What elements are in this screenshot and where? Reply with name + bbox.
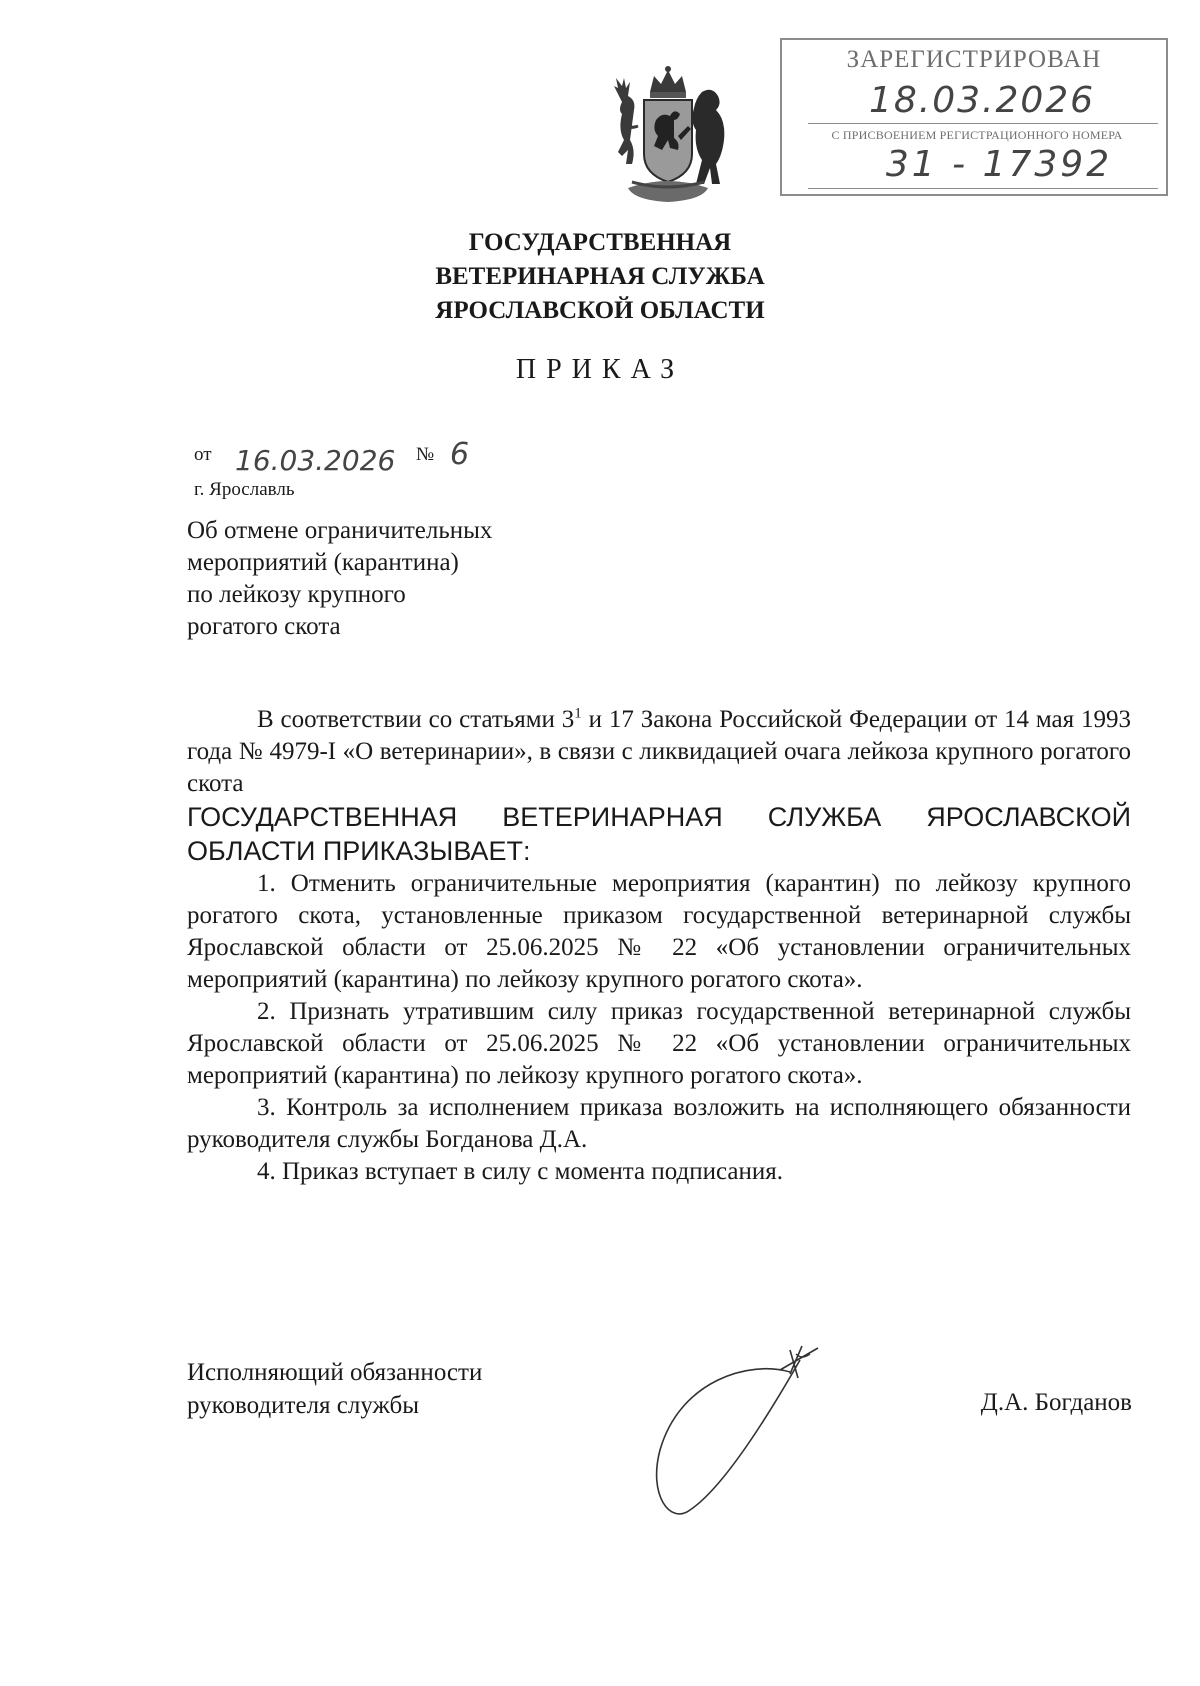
decree-statement: ГОСУДАРСТВЕННАЯ ВЕТЕРИНАРНАЯ СЛУЖБА ЯРОСЛАВСКОЙ ОБЛАСТИ ПРИКАЗЫВАЕТ: xyxy=(187,802,1131,866)
org-line-2: ВЕТЕРИНАРНАЯ СЛУЖБА xyxy=(435,263,765,290)
preamble xyxy=(187,704,1131,800)
registration-stamp xyxy=(780,38,1168,196)
stamp-subtitle: С ПРИСВОЕНИЕМ РЕГИСТРАЦИОННОГО НОМЕРА xyxy=(831,128,1123,142)
preamble-text: В соответствии со статьями 3 xyxy=(257,706,575,733)
stamp-divider xyxy=(808,188,1158,189)
preamble-text-cont: и 17 Закона Российской Федерации от 14 мая 1993 года № 4979-I «О ветеринарии», в связи с ликвидацией очага лейкоза крупного рогатого скота xyxy=(187,706,1131,797)
order-item-3: 3. Контроль за исполнением приказа возложить на исполняющего обязанности руководителя службы Богданова Д.А. xyxy=(187,1094,1131,1153)
svg-text:16.03.2026: 16.03.2026 xyxy=(235,444,396,475)
position-line-2: руководителя службы xyxy=(187,1392,420,1419)
subject-line: рогатого скота xyxy=(187,613,341,640)
document-subject xyxy=(187,515,492,643)
handwritten-date xyxy=(233,443,403,475)
order-item-2: 2. Признать утратившим силу приказ государственной ветеринарной службы Ярославской области от 25.06.2025 № 22 «Об установлении ограничительных мероприятий (карантина) по лейкозу крупного рогатого скота». xyxy=(187,998,1131,1089)
organization-name xyxy=(300,226,900,328)
position-line-1: Исполняющий обязанности xyxy=(187,1359,483,1386)
coat-of-arms-icon xyxy=(598,62,738,212)
signatory-position xyxy=(187,1356,482,1422)
subject-line: по лейкозу крупного xyxy=(187,581,406,608)
article-superscript: 1 xyxy=(574,705,582,722)
document-type: ПРИКАЗ xyxy=(515,354,685,385)
document-body xyxy=(187,704,1131,1188)
stamp-registration-number: 31 - 17392 xyxy=(885,144,1113,185)
handwritten-number: 6 xyxy=(450,437,470,472)
city: г. Ярославль xyxy=(194,479,295,500)
date-label: от xyxy=(194,444,212,465)
subject-line: мероприятий (карантина) xyxy=(187,549,459,576)
org-line-3: ЯРОСЛАВСКОЙ ОБЛАСТИ xyxy=(435,297,765,324)
signatory-name: Д.А. Богданов xyxy=(980,1389,1132,1416)
stamp-title: ЗАРЕГИСТРИРОВАН xyxy=(846,46,1102,73)
org-line-1: ГОСУДАРСТВЕННАЯ xyxy=(468,229,732,256)
stamp-divider xyxy=(808,123,1158,124)
order-item-1: 1. Отменить ограничительные мероприятия (карантин) по лейкозу крупного рогатого скота, установленные приказом государственной ветеринарной службы Ярославской области от 25.06.2025 № 22 «Об установлении ограничительных мероприятий (карантина) по лейкозу крупного рогатого скота». xyxy=(187,870,1131,993)
stamp-date: 18.03.2026 xyxy=(868,80,1096,121)
order-item-4: 4. Приказ вступает в силу с момента подписания. xyxy=(257,1158,783,1185)
handwritten-signature xyxy=(640,1320,860,1540)
subject-line: Об отмене ограничительных xyxy=(187,517,493,544)
number-label: № xyxy=(416,444,435,465)
